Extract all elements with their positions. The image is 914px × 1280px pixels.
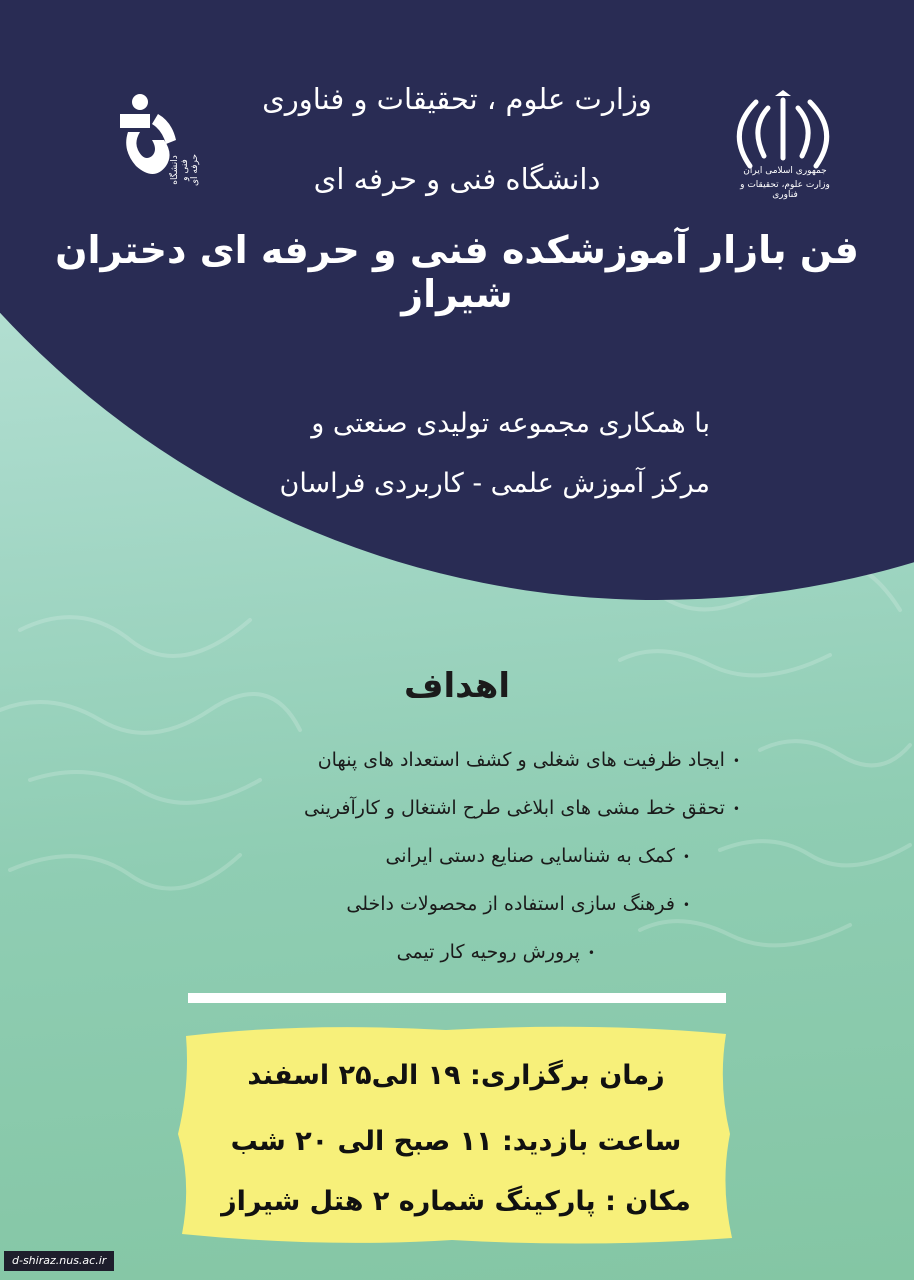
goal-text: پرورش روحیه کار تیمی [396,941,580,963]
goals-heading: اهداف [403,666,511,706]
goal-item [180,932,740,980]
goal-text: ایجاد ظرفیت های شغلی و کشف استعداد های پنهان [317,749,725,771]
goal-item [180,740,740,788]
visiting-hours: ساعت بازدید: ۱۱ صبح الی ۲۰ شب [230,1126,682,1157]
university-logo-caption: دانشگاه فنی و حرفه ای [170,153,200,187]
bullet-icon: • [732,801,740,816]
emblem-caption-country: جمهوری اسلامی ایران [743,166,827,176]
event-location: مکان : پارکینگ شماره ۲ هتل شیراز [221,1186,691,1217]
ministry-title: وزارت علوم ، تحقیقات و فناوری [262,82,652,116]
bullet-icon: • [587,945,595,960]
bullet-icon: • [732,753,740,768]
goal-item [180,884,740,932]
event-info-box [176,1024,736,1244]
event-title: فن بازار آموزشکده فنی و حرفه ای دختران شیراز [55,228,859,316]
bullet-icon: • [682,849,690,864]
emblem-caption-ministry: وزارت علوم، تحقیقات و فناوری [740,180,830,200]
event-dates: زمان برگزاری: ۱۹ الی۲۵ اسفند [247,1060,665,1091]
divider [188,993,726,1003]
university-title: دانشگاه فنی و حرفه ای [313,162,601,196]
collaboration-line-1: با همکاری مجموعه تولیدی صنعتی و [311,408,710,439]
goal-item [180,836,740,884]
collaboration-line-2: مرکز آموزش علمی - کاربردی فراسان [279,468,710,499]
goal-text: تحقق خط مشی های ابلاغی طرح اشتغال و کارآفرینی [304,797,725,819]
bullet-icon: • [682,897,690,912]
goal-text: کمک به شناسایی صنایع دستی ایرانی [385,845,675,867]
goals-list [180,740,740,980]
watermark-link[interactable]: d-shiraz.nus.ac.ir [4,1251,114,1271]
goal-text: فرهنگ سازی استفاده از محصولات داخلی [346,893,675,915]
goal-item [180,788,740,836]
